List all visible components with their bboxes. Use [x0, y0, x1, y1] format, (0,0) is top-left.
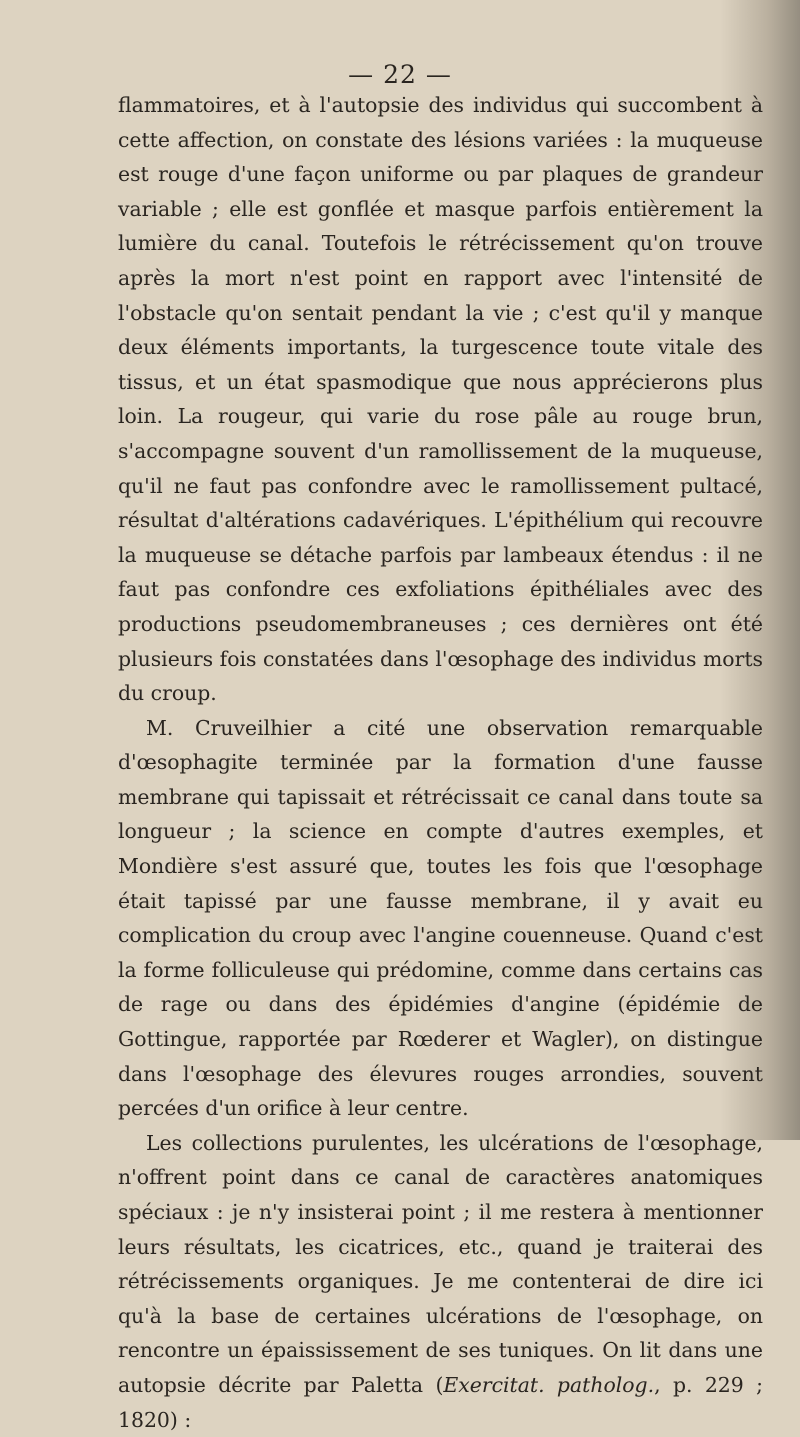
paragraph-3: [118, 1126, 763, 1437]
body-text: [118, 88, 763, 1437]
paragraph-3-text: Les collections purulentes, les ulcérations de l'œsophage, n'offrent point dans ce canal de caractères anatomiques spéciaux : je n'y insisterai point ; il me restera à mentionner leurs résultats, les cicatrices, etc., quand je traiterai des rétrécissements organiques. Je me contenterai de dire ici qu'à la base de certaines ulcérations de l'œsophage, on rencontre un épaississement de ses tuniques. On lit dans une autopsie décrite par Paletta (: [118, 1130, 763, 1397]
citation-title: Exercitat. patholog.: [443, 1372, 655, 1397]
paragraph-3-end: , p. 229 ; 1820) :: [118, 1372, 763, 1432]
page-number: — 22 —: [348, 60, 452, 89]
paragraph-1: flammatoires, et à l'autopsie des individus qui succombent à cette affection, on constate des lésions variées : la muqueuse est rouge d'une façon uniforme ou par plaques de grandeur variable ; elle est gonflée et masque parfois entièrement la lumière du canal. Toutefois le rétrécissement qu'on trouve après la mort n'est point en rapport avec l'intensité de l'obstacle qu'on sentait pendant la vie ; c'est qu'il y manque deux éléments importants, la turgescence toute vitale des tissus, et un état spasmodique que nous apprécierons plus loin. La rougeur, qui varie du rose pâle au rouge brun, s'accompagne souvent d'un ramollissement de la muqueuse, qu'il ne faut pas confondre avec le ramollissement pultacé, résultat d'altérations cadavériques. L'épithélium qui recouvre la muqueuse se détache parfois par lambeaux étendus : il ne faut pas confondre ces exfoliations épithéliales avec des productions pseudomembraneuses ; ces dernières ont été plusieurs fois constatées dans l'œsophage des individus morts du croup.: [118, 93, 763, 706]
paragraph-2: M. Cruveilhier a cité une observation remarquable d'œsophagite terminée par la formation d'une fausse membrane qui tapissait et rétrécissait ce canal dans toute sa longueur ; la science en compte d'autres exemples, et Mondière s'est assuré que, toutes les fois que l'œsophage était tapissé par une fausse membrane, il y avait eu complication du croup avec l'angine couenneuse. Quand c'est la forme folliculeuse qui prédomine, comme dans certains cas de rage ou dans des épidémies d'angine (épidémie de Gottingue, rapportée par Rœderer et Wagler), on distingue dans l'œsophage des élevures rouges arrondies, souvent percées d'un orifice à leur centre.: [118, 715, 763, 1121]
